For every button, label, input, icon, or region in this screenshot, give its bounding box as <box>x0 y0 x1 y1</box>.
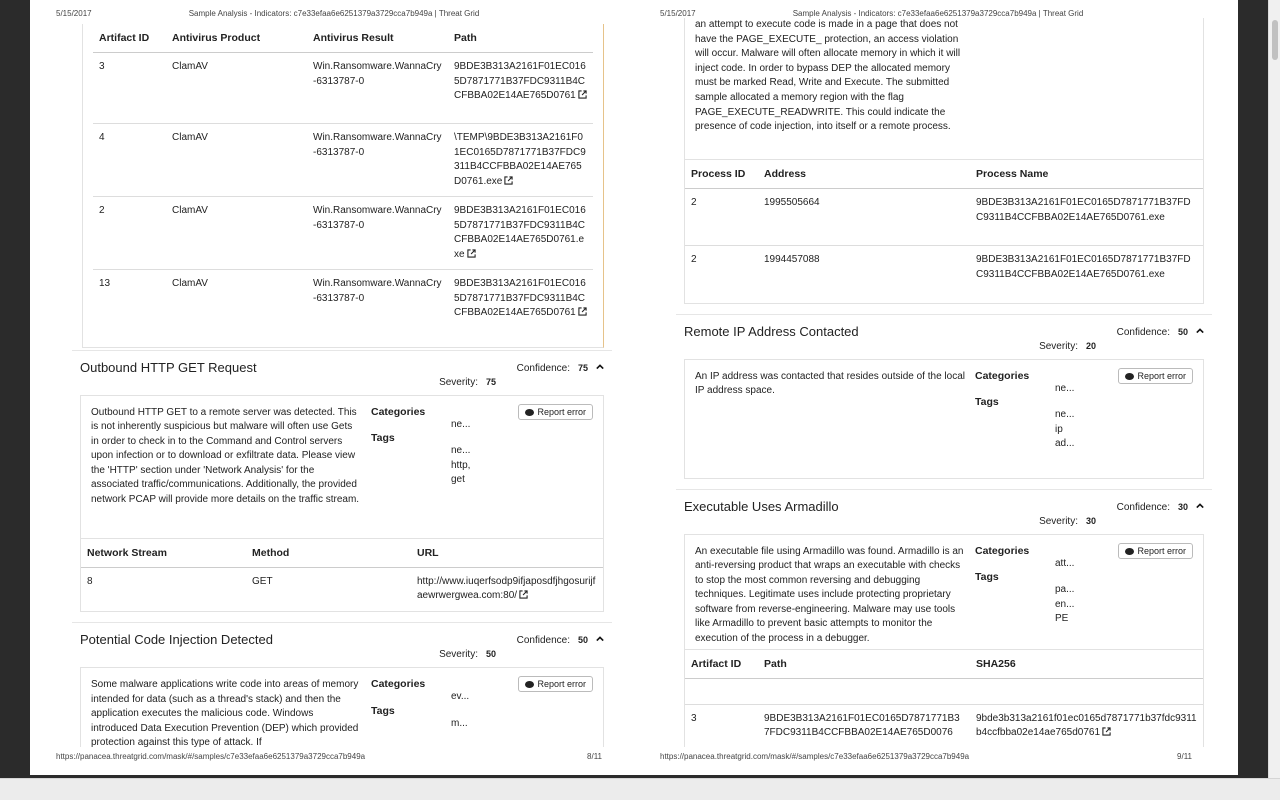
comment-icon <box>1125 373 1134 380</box>
http-table <box>81 539 603 612</box>
antivirus-product: ClamAV <box>166 197 307 270</box>
indicator-header <box>72 357 612 391</box>
tag: get <box>451 474 465 485</box>
col-antivirus-product: Antivirus Product <box>166 24 307 53</box>
tag: pa... <box>1055 584 1075 595</box>
artifact-path-text: 9BDE3B313A2161F01EC0165D7871771B37FDC9311B4CCFBBA02E14AE765D0761 <box>454 278 586 318</box>
artifact-path <box>448 197 593 270</box>
page-number: 8/11 <box>587 752 602 761</box>
indicator-description: Some malware applications write code into areas of memory intended for data (such as a thread's stack) and then the application executes the malicious code. Windows introduced Data Execution Prevention (DEP) which provided protection against this type of attack. If <box>91 679 359 747</box>
col-url: URL <box>411 539 603 568</box>
severity <box>1039 516 1096 527</box>
page-content <box>676 18 1212 747</box>
indicator-description-continued: an attempt to execute code is made in a page that does not have the PAGE_EXECUTE_ protection, an access violation will occur. Malware will often allocate memory in which it will inject code. In order to bypass DEP the allocated memory must be marked Read, Write and Execute. The submitted sample allocated a memory region with the flag PAGE_EXECUTE_READWRITE. This could indicate the presence of code injection, into itself or a remote process. <box>695 19 961 133</box>
severity-value: 30 <box>1085 515 1096 526</box>
col-artifact-id: Artifact ID <box>685 650 758 679</box>
antivirus-result: Win.Ransomware.WannaCry-6313787-0 <box>307 53 448 124</box>
report-error-button[interactable] <box>518 676 593 692</box>
external-link-icon[interactable] <box>1102 727 1111 736</box>
confidence <box>517 635 604 646</box>
artifact-path-text: 9BDE3B313A2161F01EC0165D7871771B37FDC9311B4CCFBBA02E14AE765D0761 <box>454 61 586 101</box>
address: 1995505664 <box>758 189 970 246</box>
av-results-table <box>93 24 593 341</box>
comment-icon <box>525 681 534 688</box>
header-title: Sample Analysis - Indicators: c7e33efaa6e6251379a3729cca7b949a | Threat Grid <box>188 9 480 18</box>
severity-label: Severity: <box>439 376 478 388</box>
artifact-id: 3 <box>93 53 166 124</box>
confidence-label: Confidence: <box>1116 326 1170 338</box>
indicator-header <box>676 321 1212 355</box>
vertical-scrollbar[interactable] <box>1268 0 1280 778</box>
categories-label: Categories <box>371 405 426 418</box>
process-table-card <box>684 160 1204 304</box>
severity-label: Severity: <box>439 649 478 660</box>
network-stream: 8 <box>87 575 93 587</box>
categories-value: att... <box>1055 557 1075 569</box>
artifact-path <box>448 270 593 341</box>
col-path: Path <box>448 24 593 53</box>
report-error-label: Report error <box>1137 370 1186 381</box>
categories-label: Categories <box>975 544 1030 557</box>
indicator-body <box>80 395 604 539</box>
chevron-up-icon[interactable] <box>596 363 604 371</box>
report-error-label: Report error <box>537 679 586 689</box>
footer-url: https://panacea.threatgrid.com/mask/#/samples/c7e33efaa6e6251379a3729cca7b949a <box>660 752 970 761</box>
tag: m... <box>451 717 468 729</box>
page-number: 9/11 <box>1177 752 1192 761</box>
categories-value: ev... <box>451 691 470 702</box>
page-footer <box>660 752 1216 764</box>
confidence-value: 30 <box>1177 501 1188 512</box>
categories-value: ne... <box>1055 382 1075 394</box>
indicator-armadillo <box>676 489 1212 748</box>
confidence-label: Confidence: <box>516 362 570 374</box>
artifact-path <box>448 124 593 197</box>
col-process-name: Process Name <box>970 160 1203 189</box>
artifact-id: 13 <box>99 278 111 289</box>
col-sha256: SHA256 <box>970 650 1203 679</box>
page-9 <box>656 0 1216 775</box>
confidence-value: 50 <box>1177 326 1188 337</box>
armadillo-table <box>685 650 1203 748</box>
confidence-value: 50 <box>577 635 588 645</box>
confidence-label: Confidence: <box>1116 501 1170 513</box>
tags-label: Tags <box>371 704 395 717</box>
col-address: Address <box>758 160 970 189</box>
indicator-body <box>684 534 1204 650</box>
antivirus-result: Win.Ransomware.WannaCry-6313787-0 <box>307 124 448 197</box>
report-error-button[interactable] <box>518 404 593 420</box>
external-link-icon[interactable] <box>504 176 513 185</box>
sha256 <box>970 704 1203 747</box>
tags-label: Tags <box>975 571 999 583</box>
header-title: Sample Analysis - Indicators: c7e33efaa6e6251379a3729cca7b949a | Threat Grid <box>792 9 1084 18</box>
http-table-card <box>80 539 604 613</box>
table-row <box>93 53 593 124</box>
process-name: 9BDE3B313A2161F01EC0165D7871771B37FDC9311B4CCFBBA02E14AE765D0761.exe <box>976 254 1191 280</box>
page-content <box>72 24 612 747</box>
indicator-code-injection <box>72 622 612 747</box>
sha256-text: 9bde3b313a2161f01ec0165d7871771b37fdc9311b4ccfbba02e14ae765d0761 <box>976 712 1197 738</box>
indicator-title: Outbound HTTP GET Request <box>80 359 257 375</box>
table-row <box>685 189 1203 246</box>
artifact-id: 2 <box>93 197 166 270</box>
external-link-icon[interactable] <box>467 249 476 258</box>
confidence <box>1117 327 1204 338</box>
indicator-description: Outbound HTTP GET to a remote server was detected. This is not inherently suspicious but malware will often use Gets in order to check in to the Command and Control servers upon infection or to download or exfiltrate data. Please view the 'HTTP' section under 'Network Analysis' for the associated traffic/communications. Additionally, the provided network PCAP will provide more details on the traffic stream. <box>91 406 360 506</box>
method: GET <box>252 575 273 587</box>
process-name: 9BDE3B313A2161F01EC0165D7871771B37FDC9311B4CCFBBA02E14AE765D0761.exe <box>970 189 1203 246</box>
col-path: Path <box>758 650 970 679</box>
severity-label: Severity: <box>1039 340 1078 352</box>
tag: ad... <box>1055 438 1075 449</box>
confidence-label: Confidence: <box>516 635 570 646</box>
severity-label: Severity: <box>1039 515 1078 527</box>
artifact-path: 9BDE3B313A2161F01EC0165D7871771B37FDC9311B4CCFBBA02E14AE765D0076 <box>764 712 960 738</box>
chevron-up-icon[interactable] <box>596 635 604 643</box>
process-id: 2 <box>685 189 758 246</box>
categories-label: Categories <box>371 678 426 690</box>
av-results-card <box>82 24 604 348</box>
external-link-icon[interactable] <box>578 307 587 316</box>
antivirus-product: ClamAV <box>172 278 208 289</box>
external-link-icon[interactable] <box>578 90 587 99</box>
confidence <box>1117 502 1204 513</box>
table-row <box>93 124 593 197</box>
antivirus-result: Win.Ransomware.WannaCry-6313787-0 <box>313 278 442 304</box>
report-error-button[interactable] <box>1118 368 1193 384</box>
indicator-body <box>684 359 1204 479</box>
table-row <box>81 567 603 611</box>
indicator-description: An IP address was contacted that resides outside of the local IP address space. <box>695 370 965 397</box>
indicator-title: Remote IP Address Contacted <box>684 323 859 339</box>
header-date: 5/15/2017 <box>56 9 92 18</box>
injection-continued <box>684 18 1204 160</box>
indicator-header <box>72 629 612 663</box>
severity <box>1039 341 1096 352</box>
bottom-bar <box>0 778 1280 800</box>
report-error-label: Report error <box>537 406 586 417</box>
process-id: 2 <box>691 254 697 265</box>
tags-label: Tags <box>371 432 395 444</box>
comment-icon <box>525 409 534 416</box>
header-date: 5/15/2017 <box>660 9 696 18</box>
table-row <box>685 246 1203 303</box>
severity-value: 75 <box>485 376 496 387</box>
comment-icon <box>1125 548 1134 555</box>
table-row-empty <box>685 678 1203 704</box>
antivirus-product: ClamAV <box>166 124 307 197</box>
col-method: Method <box>246 539 411 568</box>
artifact-id: 3 <box>691 712 697 724</box>
confidence <box>517 363 604 374</box>
col-antivirus-result: Antivirus Result <box>307 24 448 53</box>
page-footer <box>56 752 612 764</box>
armadillo-table-card <box>684 650 1204 748</box>
tag: PE <box>1055 613 1069 624</box>
tag: http, <box>451 459 471 471</box>
tag: ne... <box>451 445 471 456</box>
report-error-label: Report error <box>1137 545 1186 556</box>
severity <box>439 377 496 388</box>
severity-value: 50 <box>485 649 496 659</box>
scrollbar-thumb[interactable] <box>1272 20 1278 60</box>
col-process-id: Process ID <box>685 160 758 189</box>
table-row <box>93 270 593 341</box>
indicator-body <box>80 667 604 747</box>
chevron-up-icon[interactable] <box>1196 502 1204 510</box>
indicator-title: Potential Code Injection Detected <box>80 632 273 647</box>
artifact-path <box>448 53 593 124</box>
artifact-path-text: \TEMP\9BDE3B313A2161F01EC0165D7871771B37FDC9311B4CCFBBA02E14AE765D0761.exe <box>454 132 586 187</box>
report-error-button[interactable] <box>1118 543 1193 559</box>
artifact-path-text: 9BDE3B313A2161F01EC0165D7871771B37FDC9311B4CCFBBA02E14AE765D0761.exe <box>454 205 586 260</box>
address: 1994457088 <box>764 254 820 265</box>
severity <box>439 649 496 660</box>
tags-label: Tags <box>975 396 999 408</box>
table-row <box>685 704 1203 747</box>
tag: ne... <box>1055 409 1075 420</box>
external-link-icon[interactable] <box>519 590 528 599</box>
page-header <box>56 9 612 21</box>
indicator-title: Executable Uses Armadillo <box>684 498 839 514</box>
indicator-outbound-http-get <box>72 350 612 613</box>
url-text: http://www.iuqerfsodp9ifjaposdfjhgosurijfaewrwergwea.com:80/ <box>417 575 596 601</box>
confidence-value: 75 <box>577 362 588 373</box>
table-row <box>93 197 593 270</box>
severity-value: 20 <box>1085 340 1096 351</box>
indicator-header <box>676 496 1212 530</box>
indicator-remote-ip <box>676 314 1212 479</box>
page-8 <box>52 0 612 775</box>
indicator-description: An executable file using Armadillo was found. Armadillo is an anti-reversing product that wraps an executable with checks to stop the most common reversing and debugging techniques. Legitimate uses include protecting proprietary software from reverse-engineering. Malware may use tools like Armadillo to prevent basic attempts to monitor the execution of the process in a debugger. <box>695 545 964 645</box>
tag: ip <box>1055 423 1063 435</box>
artifact-id: 4 <box>93 124 166 197</box>
tag: en... <box>1055 598 1075 610</box>
categories-value: ne... <box>451 418 471 430</box>
process-table <box>685 160 1203 303</box>
col-artifact-id: Artifact ID <box>93 24 166 53</box>
categories-label: Categories <box>975 369 1030 382</box>
footer-url: https://panacea.threatgrid.com/mask/#/samples/c7e33efaa6e6251379a3729cca7b949a <box>56 752 366 761</box>
chevron-up-icon[interactable] <box>1196 327 1204 335</box>
antivirus-product: ClamAV <box>166 53 307 124</box>
col-network-stream: Network Stream <box>81 539 246 568</box>
antivirus-result: Win.Ransomware.WannaCry-6313787-0 <box>307 197 448 270</box>
url <box>411 567 603 611</box>
